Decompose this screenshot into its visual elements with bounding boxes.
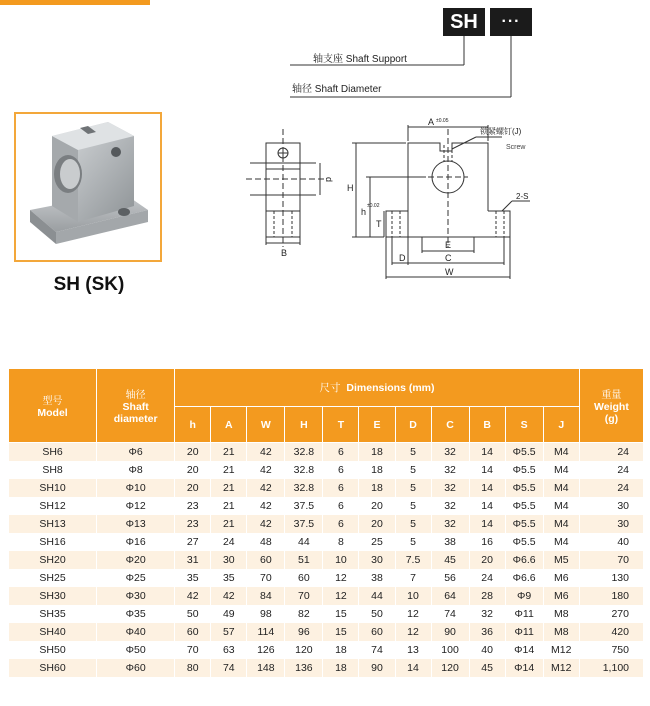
table-cell: 38	[431, 533, 469, 551]
table-cell: 14	[469, 497, 505, 515]
table-cell: 42	[247, 443, 285, 462]
table-cell: M8	[543, 605, 579, 623]
table-cell: Φ25	[97, 569, 175, 587]
label-2S: 2-S	[516, 192, 529, 201]
header-col-A: A	[211, 407, 247, 443]
header-col-C: C	[431, 407, 469, 443]
table-cell: 18	[359, 443, 395, 462]
table-cell: Φ5.5	[505, 443, 543, 462]
table-cell: 37.5	[285, 515, 323, 533]
table-cell: 35	[211, 569, 247, 587]
table-cell: Φ5.5	[505, 497, 543, 515]
table-cell: 21	[211, 515, 247, 533]
table-cell: 50	[359, 605, 395, 623]
table-row	[9, 605, 644, 623]
table-cell: M4	[543, 443, 579, 462]
table-cell: 35	[175, 569, 211, 587]
table-cell: 12	[323, 587, 359, 605]
header-col-H: H	[285, 407, 323, 443]
table-cell: 100	[431, 641, 469, 659]
table-row	[9, 479, 644, 497]
table-cell: M12	[543, 641, 579, 659]
table-row	[9, 587, 644, 605]
table-cell: 7.5	[395, 551, 431, 569]
header-dimensions: 尺寸 Dimensions (mm)	[175, 369, 580, 407]
screw-label-en: Screw	[506, 144, 526, 151]
table-cell: 20	[175, 461, 211, 479]
table-cell: 15	[323, 623, 359, 641]
table-cell: 130	[579, 569, 643, 587]
table-row	[9, 461, 644, 479]
table-cell: 38	[359, 569, 395, 587]
label-C: C	[445, 253, 452, 263]
table-cell: SH25	[9, 569, 97, 587]
table-cell: 60	[247, 551, 285, 569]
table-row	[9, 443, 644, 462]
table-cell: Φ14	[505, 641, 543, 659]
dimensions-table	[8, 368, 644, 677]
table-cell: Φ13	[97, 515, 175, 533]
table-cell: 42	[211, 587, 247, 605]
table-cell: 15	[323, 605, 359, 623]
table-cell: 70	[285, 587, 323, 605]
screw-label-cn: 锁紧螺钉(J)	[480, 127, 522, 136]
table-cell: 63	[211, 641, 247, 659]
table-cell: 27	[175, 533, 211, 551]
table-cell: 42	[247, 497, 285, 515]
table-cell: 48	[247, 533, 285, 551]
header-col-S: S	[505, 407, 543, 443]
shaft-support-illustration	[16, 114, 160, 260]
table-cell: 70	[247, 569, 285, 587]
table-cell: 120	[285, 641, 323, 659]
table-cell: 20	[359, 497, 395, 515]
table-cell: 8	[323, 533, 359, 551]
label-B: B	[281, 248, 288, 258]
table-cell: SH35	[9, 605, 97, 623]
table-cell: 60	[175, 623, 211, 641]
table-cell: 32.8	[285, 479, 323, 497]
table-cell: 24	[579, 461, 643, 479]
table-cell: 21	[211, 497, 247, 515]
table-cell: 40	[579, 533, 643, 551]
table-cell: 21	[211, 479, 247, 497]
table-cell: SH16	[9, 533, 97, 551]
header-shaft-diameter: 轴径 Shaft diameter	[97, 369, 175, 443]
table-cell: M4	[543, 515, 579, 533]
table-cell: 60	[359, 623, 395, 641]
label-A: A	[428, 117, 435, 127]
table-cell: Φ5.5	[505, 533, 543, 551]
table-cell: 420	[579, 623, 643, 641]
table-cell: 6	[323, 515, 359, 533]
table-cell: 80	[175, 659, 211, 677]
table-cell: SH6	[9, 443, 97, 462]
table-cell: 42	[247, 461, 285, 479]
table-cell: 6	[323, 461, 359, 479]
table-cell: 23	[175, 515, 211, 533]
table-cell: Φ16	[97, 533, 175, 551]
table-cell: 44	[359, 587, 395, 605]
table-row	[9, 515, 644, 533]
table-row	[9, 641, 644, 659]
series-code-box: SH	[443, 8, 485, 36]
label-W: W	[445, 267, 454, 277]
table-cell: M8	[543, 623, 579, 641]
table-cell: 6	[323, 479, 359, 497]
table-cell: 32.8	[285, 461, 323, 479]
tolerance-A: ±0.05	[436, 118, 449, 124]
table-cell: SH20	[9, 551, 97, 569]
header-col-J: J	[543, 407, 579, 443]
table-cell: 1,100	[579, 659, 643, 677]
table-cell: 20	[359, 515, 395, 533]
table-cell: 148	[247, 659, 285, 677]
table-cell: 74	[359, 641, 395, 659]
table-cell: 32.8	[285, 443, 323, 462]
table-row	[9, 623, 644, 641]
table-cell: 30	[211, 551, 247, 569]
table-cell: 96	[285, 623, 323, 641]
table-cell: 32	[431, 515, 469, 533]
table-cell: 16	[469, 533, 505, 551]
table-cell: 98	[247, 605, 285, 623]
table-cell: Φ30	[97, 587, 175, 605]
table-cell: Φ60	[97, 659, 175, 677]
tolerance-h: ±0.02	[367, 203, 380, 209]
table-cell: M4	[543, 479, 579, 497]
table-cell: 57	[211, 623, 247, 641]
table-cell: 14	[469, 461, 505, 479]
table-cell: Φ6.6	[505, 551, 543, 569]
table-cell: 24	[469, 569, 505, 587]
table-cell: SH50	[9, 641, 97, 659]
table-cell: 82	[285, 605, 323, 623]
table-cell: 30	[579, 515, 643, 533]
table-cell: 13	[395, 641, 431, 659]
table-cell: Φ6	[97, 443, 175, 462]
table-cell: 74	[211, 659, 247, 677]
table-cell: 5	[395, 497, 431, 515]
table-cell: 28	[469, 587, 505, 605]
table-cell: 120	[431, 659, 469, 677]
header-weight: 重量 Weight (g)	[579, 369, 643, 443]
table-cell: 12	[395, 605, 431, 623]
table-cell: 136	[285, 659, 323, 677]
table-cell: 24	[579, 443, 643, 462]
table-cell: 42	[247, 479, 285, 497]
table-cell: 36	[469, 623, 505, 641]
table-cell: Φ11	[505, 623, 543, 641]
table-cell: 180	[579, 587, 643, 605]
table-cell: 10	[395, 587, 431, 605]
front-view	[352, 125, 530, 279]
table-cell: 45	[469, 659, 505, 677]
table-cell: Φ20	[97, 551, 175, 569]
table-cell: 32	[431, 497, 469, 515]
table-cell: 31	[175, 551, 211, 569]
table-cell: Φ10	[97, 479, 175, 497]
product-photo-frame	[14, 112, 162, 262]
table-cell: Φ12	[97, 497, 175, 515]
table-cell: 20	[175, 479, 211, 497]
label-H: H	[347, 183, 354, 193]
product-title: SH (SK)	[53, 274, 125, 295]
table-cell: 32	[431, 461, 469, 479]
table-cell: 6	[323, 497, 359, 515]
table-cell: 14	[469, 479, 505, 497]
table-cell: Φ5.5	[505, 461, 543, 479]
table-cell: 18	[323, 641, 359, 659]
table-row	[9, 569, 644, 587]
table-cell: 23	[175, 497, 211, 515]
table-row	[9, 497, 644, 515]
table-cell: Φ14	[505, 659, 543, 677]
table-cell: 70	[579, 551, 643, 569]
table-cell: 7	[395, 569, 431, 587]
table-cell: 5	[395, 533, 431, 551]
table-cell: 37.5	[285, 497, 323, 515]
table-cell: Φ40	[97, 623, 175, 641]
table-cell: Φ8	[97, 461, 175, 479]
table-cell: SH10	[9, 479, 97, 497]
table-cell: 6	[323, 443, 359, 462]
table-cell: SH12	[9, 497, 97, 515]
technical-drawing	[240, 115, 540, 285]
header-col-B: B	[469, 407, 505, 443]
table-cell: 18	[359, 461, 395, 479]
header-col-h: h	[175, 407, 211, 443]
table-cell: SH8	[9, 461, 97, 479]
table-cell: 84	[247, 587, 285, 605]
table-cell: Φ50	[97, 641, 175, 659]
table-cell: Φ9	[505, 587, 543, 605]
label-T: T	[376, 219, 382, 229]
header-col-D: D	[395, 407, 431, 443]
label-h: h	[361, 207, 367, 217]
table-cell: 70	[175, 641, 211, 659]
table-cell: 60	[285, 569, 323, 587]
label-E: E	[445, 240, 452, 250]
table-cell: 10	[323, 551, 359, 569]
header-col-E: E	[359, 407, 395, 443]
table-cell: SH30	[9, 587, 97, 605]
shaft-support-label: 轴支座 Shaft Support	[313, 54, 407, 65]
table-cell: 14	[395, 659, 431, 677]
table-cell: 20	[175, 443, 211, 462]
table-cell: 64	[431, 587, 469, 605]
table-cell: 42	[175, 587, 211, 605]
table-cell: M5	[543, 551, 579, 569]
table-cell: SH13	[9, 515, 97, 533]
table-cell: SH40	[9, 623, 97, 641]
table-cell: M4	[543, 497, 579, 515]
suffix-code-box: ···	[490, 8, 532, 36]
table-cell: 20	[469, 551, 505, 569]
table-cell: 21	[211, 443, 247, 462]
table-cell: 32	[431, 479, 469, 497]
table-cell: 5	[395, 461, 431, 479]
table-cell: 18	[323, 659, 359, 677]
table-cell: 24	[579, 479, 643, 497]
table-cell: 44	[285, 533, 323, 551]
table-cell: M6	[543, 587, 579, 605]
table-cell: 270	[579, 605, 643, 623]
table-cell: 56	[431, 569, 469, 587]
table-cell: SH60	[9, 659, 97, 677]
table-row	[9, 551, 644, 569]
table-cell: 90	[431, 623, 469, 641]
table-row	[9, 533, 644, 551]
table-cell: Φ6.6	[505, 569, 543, 587]
table-cell: M4	[543, 533, 579, 551]
shaft-diameter-label: 轴径 Shaft Diameter	[292, 84, 382, 95]
table-cell: 90	[359, 659, 395, 677]
table-cell: 18	[359, 479, 395, 497]
table-cell: 40	[469, 641, 505, 659]
table-cell: M6	[543, 569, 579, 587]
table-cell: Φ35	[97, 605, 175, 623]
table-row	[9, 659, 644, 677]
label-d: d	[324, 177, 334, 183]
table-cell: 30	[579, 497, 643, 515]
table-cell: 114	[247, 623, 285, 641]
header-col-T: T	[323, 407, 359, 443]
table-cell: 12	[323, 569, 359, 587]
table-cell: 30	[359, 551, 395, 569]
table-cell: 14	[469, 515, 505, 533]
table-cell: 42	[247, 515, 285, 533]
table-cell: 21	[211, 461, 247, 479]
table-cell: Φ5.5	[505, 479, 543, 497]
table-cell: 24	[211, 533, 247, 551]
table-cell: 5	[395, 515, 431, 533]
header-model: 型号 Model	[9, 369, 97, 443]
table-cell: 32	[469, 605, 505, 623]
table-cell: 25	[359, 533, 395, 551]
header-col-W: W	[247, 407, 285, 443]
table-cell: 750	[579, 641, 643, 659]
side-view	[246, 129, 324, 247]
table-cell: 126	[247, 641, 285, 659]
table-cell: M12	[543, 659, 579, 677]
table-cell: M4	[543, 461, 579, 479]
table-cell: 5	[395, 479, 431, 497]
label-D: D	[399, 253, 406, 263]
table-cell: 74	[431, 605, 469, 623]
table-cell: 14	[469, 443, 505, 462]
table-cell: Φ5.5	[505, 515, 543, 533]
table-cell: 45	[431, 551, 469, 569]
table-cell: Φ11	[505, 605, 543, 623]
table-cell: 49	[211, 605, 247, 623]
table-cell: 32	[431, 443, 469, 462]
table-cell: 51	[285, 551, 323, 569]
table-cell: 12	[395, 623, 431, 641]
table-cell: 50	[175, 605, 211, 623]
table-cell: 5	[395, 443, 431, 462]
